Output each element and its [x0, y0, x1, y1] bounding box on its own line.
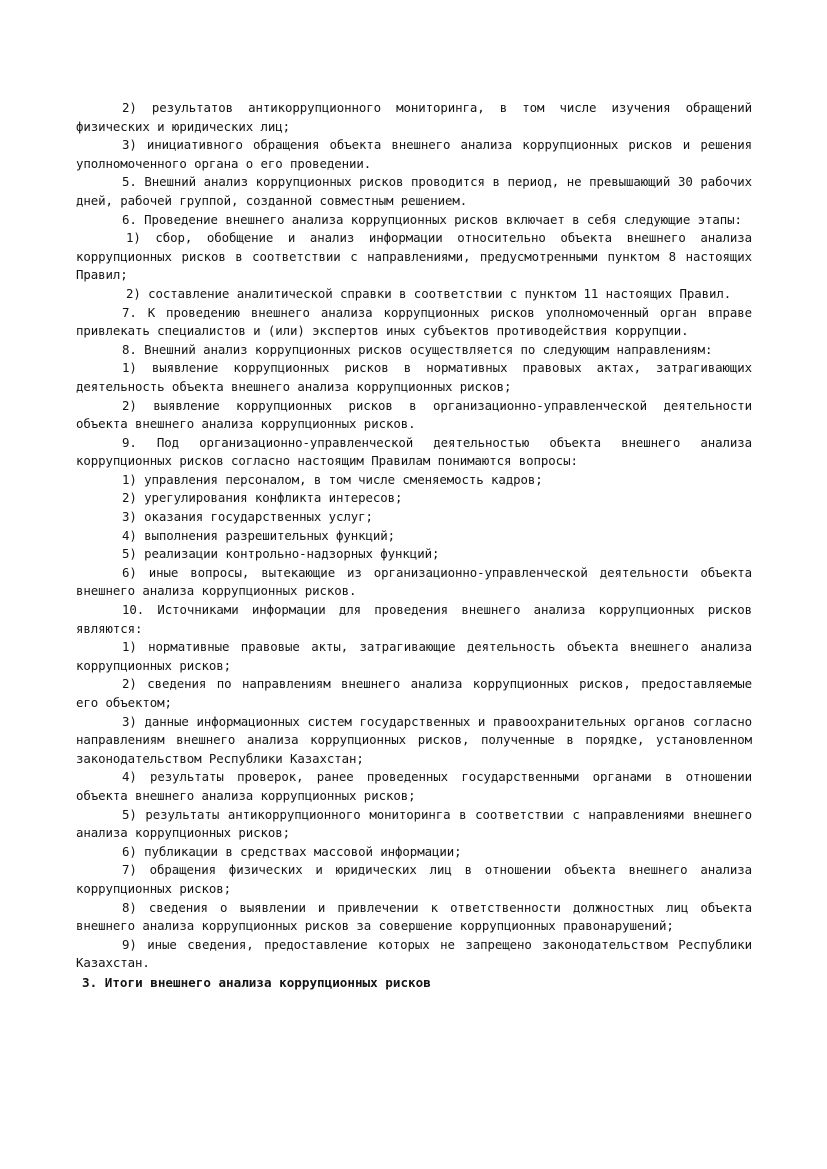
paragraph-6-stages: 6. Проведение внешнего анализа коррупционных рисков включает в себя следующие этапы:	[122, 211, 742, 227]
paragraph-5-period: 5. Внешний анализ коррупционных рисков проводится в период, не превышающий 30 рабочих дней, рабочей группой, созданной совместным решением.	[76, 174, 752, 208]
document-page	[76, 99, 752, 993]
paragraph-9-3-services: 3) оказания государственных услуг;	[122, 509, 373, 525]
paragraph-8-2-management: 2) выявление коррупционных рисков в организационно-управленческой деятельности объекта внешнего анализа коррупционных рисков.	[76, 397, 752, 432]
paragraph-9-questions: 9. Под организационно-управленческой деятельностью объекта внешнего анализа коррупционных рисков согласно настоящим Правилам понимаются вопросы:	[76, 434, 752, 469]
paragraph-9-2-conflict: 2) урегулирования конфликта интересов;	[122, 490, 403, 506]
paragraph-10-sources: 10. Источниками информации для проведения внешнего анализа коррупционных рисков являются:	[76, 602, 752, 636]
paragraph-10-7-appeals: 7) обращения физических и юридических лиц в отношении объекта внешнего анализа коррупционных рисков;	[76, 862, 752, 896]
paragraph-10-6-media: 6) публикации в средствах массовой информации;	[122, 843, 462, 859]
section-heading: 3. Итоги внешнего анализа коррупционных рисков	[82, 974, 431, 990]
paragraph-10-9-other: 9) иные сведения, предоставление которых не запрещено законодательством Республики Казахстан.	[76, 936, 752, 971]
paragraph-9-1-personnel: 1) управления персоналом, в том числе сменяемость кадров;	[122, 471, 543, 487]
paragraph-9-4-permits: 4) выполнения разрешительных функций;	[122, 527, 396, 543]
paragraph-2-monitoring: 2) результатов антикоррупционного мониторинга, в том числе изучения обращений физических и юридических лиц;	[76, 100, 752, 134]
paragraph-10-1-legal-acts: 1) нормативные правовые акты, затрагивающие деятельность объекта внешнего анализа коррупционных рисков;	[76, 639, 752, 673]
paragraph-9-6-other: 6) иные вопросы, вытекающие из организационно-управленческой деятельности объекта внешнего анализа коррупционных рисков.	[76, 564, 752, 599]
paragraph-10-4-inspections: 4) результаты проверок, ранее проведенных государственными органами в отношении объекта внешнего анализа коррупционных рисков;	[76, 769, 752, 803]
paragraph-6-1-collection: 1) сбор, обобщение и анализ информации относительно объекта внешнего анализа коррупционных рисков в соответствии с направлениями, предусмотренными пунктом 8 настоящих Правил;	[76, 230, 752, 283]
paragraph-7-experts: 7. К проведению внешнего анализа коррупционных рисков уполномоченный орган вправе привлекать специалистов и (или) экспертов иных субъектов противодействия коррупции.	[76, 304, 752, 339]
paragraph-9-5-control: 5) реализации контрольно-надзорных функций;	[122, 546, 440, 562]
paragraph-8-1-legal-acts: 1) выявление коррупционных рисков в нормативных правовых актах, затрагивающих деятельность объекта внешнего анализа коррупционных рисков;	[76, 360, 752, 394]
paragraph-6-2-report: 2) составление аналитической справки в соответствии с пунктом 11 настоящих Правил.	[126, 285, 732, 301]
paragraph-10-3-systems: 3) данные информационных систем государственных и правоохранительных органов согласно направлениям внешнего анализа коррупционных рисков, полученные в порядке, установленном законодательством Республики Казахстан;	[76, 713, 752, 766]
paragraph-8-directions: 8. Внешний анализ коррупционных рисков осуществляется по следующим направлениям:	[122, 341, 713, 357]
paragraph-10-8-liability: 8) сведения о выявлении и привлечении к ответственности должностных лиц объекта внешнего анализа коррупционных рисков за совершение коррупционных правонарушений;	[76, 899, 752, 934]
paragraph-10-5-monitoring: 5) результаты антикоррупционного мониторинга в соответствии с направлениями внешнего анализа коррупционных рисков;	[76, 806, 752, 841]
paragraph-3-initiative: 3) инициативного обращения объекта внешнего анализа коррупционных рисков и решения уполномоченного органа о его проведении.	[76, 137, 752, 171]
paragraph-10-2-info: 2) сведения по направлениям внешнего анализа коррупционных рисков, предоставляемые его объектом;	[76, 676, 752, 710]
